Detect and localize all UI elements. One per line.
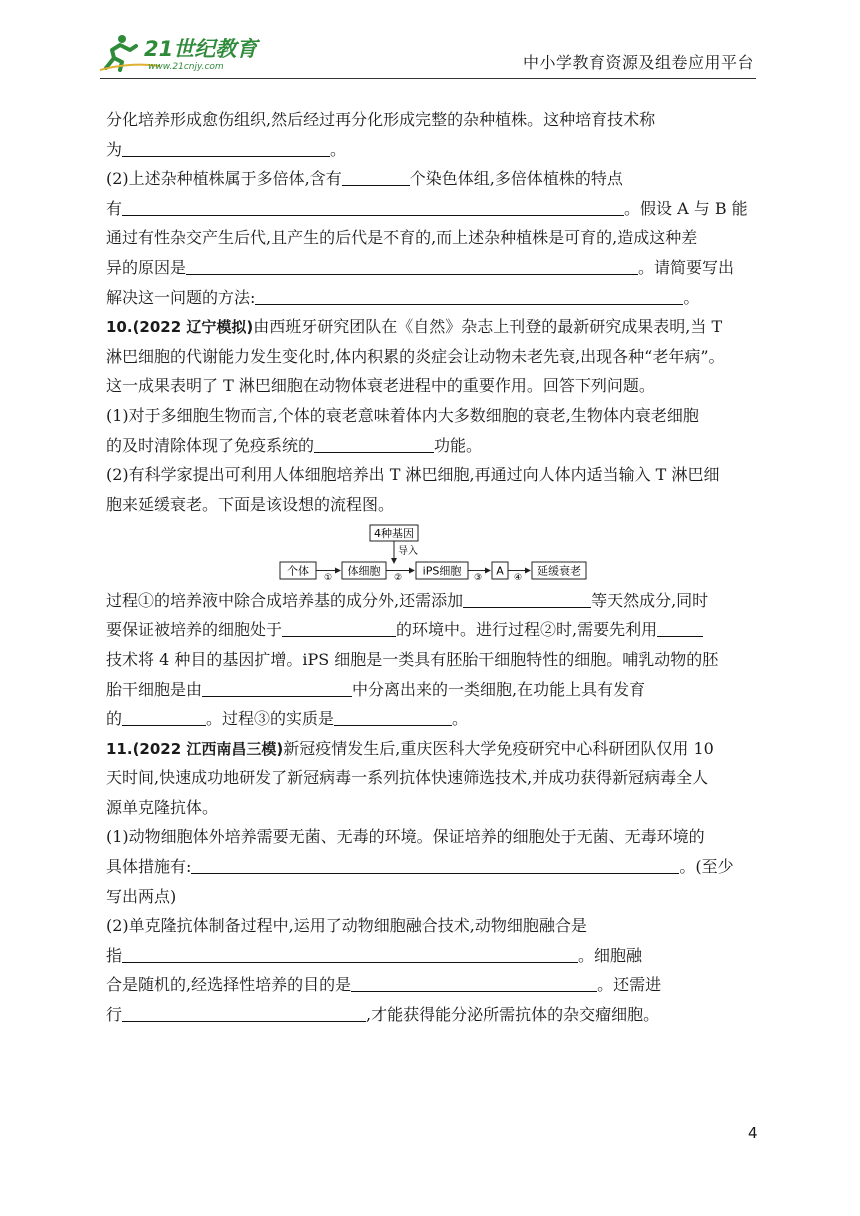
question-source: .(2022 江西南昌三模) — [126, 739, 284, 758]
svg-text:体细胞: 体细胞 — [347, 564, 381, 578]
logo-url: www.21cnjy.com — [148, 62, 224, 72]
question-number: 11 — [106, 739, 127, 758]
q11-line: (1)动物细胞体外培养需要无菌、无毒的环境。保证培养的细胞处于无菌、无毒环境的 — [106, 827, 705, 847]
svg-text:延缓衰老: 延缓衰老 — [537, 564, 581, 578]
q11-line: (2)单克隆抗体制备过程中,运用了动物细胞融合技术,动物细胞融合是 — [106, 916, 587, 936]
q11-line: 具体措施有: 。(至少 — [106, 857, 734, 877]
svg-text:个体: 个体 — [287, 564, 309, 578]
svg-text:A: A — [496, 564, 504, 578]
q10-line: 的及时清除体现了免疫系统的 功能。 — [106, 435, 483, 455]
q11-line: 天时间,快速成功地研发了新冠病毒一系列抗体快速筛选技术,并成功获得新冠病毒全人 — [106, 768, 709, 788]
q10-line: 要保证被培养的细胞处于 的环境中。进行过程②时,需要先利用 — [106, 616, 758, 644]
q10-line: (1)对于多细胞生物而言,个体的衰老意味着体内大多数细胞的衰老,生物体内衰老细胞 — [106, 405, 699, 425]
q9-line: 分化培养形成愈伤组织,然后经过再分化形成完整的杂种植株。这种培育技术称 — [106, 110, 656, 129]
q10-line: 技术将 4 种目的基因扩增。iPS 细胞是一类具有胚胎干细胞特性的细胞。哺乳动物的胚 — [106, 649, 719, 669]
q10-line: 胞来延缓衰老。下面是该设想的流程图。 — [106, 494, 395, 514]
answer-blank[interactable] — [282, 618, 396, 637]
question-content — [106, 106, 758, 1031]
answer-blank[interactable] — [334, 707, 452, 726]
flowchart — [106, 523, 758, 581]
q11-line: 写出两点) — [106, 886, 177, 906]
q10-line: 的 。过程③的实质是 。 — [106, 709, 469, 729]
svg-text:①: ① — [323, 572, 333, 581]
svg-text:④: ④ — [513, 572, 523, 581]
svg-text:③: ③ — [473, 572, 483, 581]
page-number: 4 — [748, 1124, 758, 1142]
platform-name: 中小学教育资源及组卷应用平台 — [522, 53, 754, 72]
logo-21cnjy — [100, 32, 260, 74]
answer-blank[interactable] — [342, 167, 410, 186]
answer-blank[interactable] — [657, 618, 703, 637]
q11-line: 源单克隆抗体。 — [106, 797, 219, 817]
q9-line: 为 。 — [106, 139, 347, 159]
q9-line: 异的原因是 。请简要写出 — [106, 257, 735, 277]
q10-line: 过程①的培养液中除合成培养基的成分外,还需添加 等天然成分,同时 — [106, 590, 709, 610]
answer-blank[interactable] — [122, 138, 330, 157]
answer-blank[interactable] — [122, 707, 206, 726]
answer-blank[interactable] — [255, 286, 683, 305]
page-header — [100, 28, 756, 79]
q11-line: 行 ,才能获得能分泌所需抗体的杂交瘤细胞。 — [106, 1005, 660, 1025]
q9-line: 有 。假设 A 与 B 能 — [106, 198, 748, 218]
answer-blank[interactable] — [191, 855, 679, 874]
genes-label: 4种基因 — [374, 526, 414, 540]
svg-text:②: ② — [393, 572, 403, 581]
q9-line: (2)上述杂种植株属于多倍体,含有 个染色体组,多倍体植株的特点 — [106, 169, 623, 189]
import-label: 导入 — [398, 545, 418, 557]
answer-blank[interactable] — [351, 973, 597, 992]
answer-blank[interactable] — [202, 678, 352, 697]
answer-blank[interactable] — [314, 434, 434, 453]
q11-line: 合是随机的,经选择性培养的目的是 。还需进 — [106, 975, 662, 995]
logo-text: 21世纪教育 — [144, 37, 258, 61]
answer-blank[interactable] — [122, 197, 624, 216]
answer-blank[interactable] — [122, 944, 578, 963]
question-number: 10 — [106, 318, 127, 337]
svg-text:iPS细胞: iPS细胞 — [422, 564, 462, 578]
answer-blank[interactable] — [122, 1003, 366, 1022]
q10-line: 胎干细胞是由 中分离出来的一类细胞,在功能上具有发育 — [106, 679, 646, 699]
question-source: .(2022 辽宁模拟) — [126, 318, 254, 337]
answer-blank[interactable] — [463, 589, 591, 608]
q9-line: 解决这一问题的方法: 。 — [106, 287, 700, 307]
q11-line: 11.(2022 江西南昌三模)新冠疫情发生后,重庆医科大学免疫研究中心科研团队仅用 10 — [106, 738, 714, 758]
q10-line: 这一成果表明了 T 淋巴细胞在动物体衰老进程中的重要作用。回答下列问题。 — [106, 376, 655, 396]
q9-line: 通过有性杂交产生后代,且产生的后代是不育的,而上述杂种植株是可育的,造成这种差 — [106, 228, 698, 248]
answer-blank[interactable] — [186, 256, 638, 275]
q10-line: 10.(2022 辽宁模拟)由西班牙研究团队在《自然》杂志上刊登的最新研究成果表明,当 T — [106, 317, 723, 337]
q10-line: 淋巴细胞的代谢能力发生变化时,体内积累的炎症会让动物未老先衰,出现各种“老年病”。 — [106, 346, 725, 366]
q10-line: (2)有科学家提出可利用人体细胞培养出 T 淋巴细胞,再通过向人体内适当输入 T 淋巴细 — [106, 465, 720, 485]
q11-line: 指 。细胞融 — [106, 945, 643, 965]
